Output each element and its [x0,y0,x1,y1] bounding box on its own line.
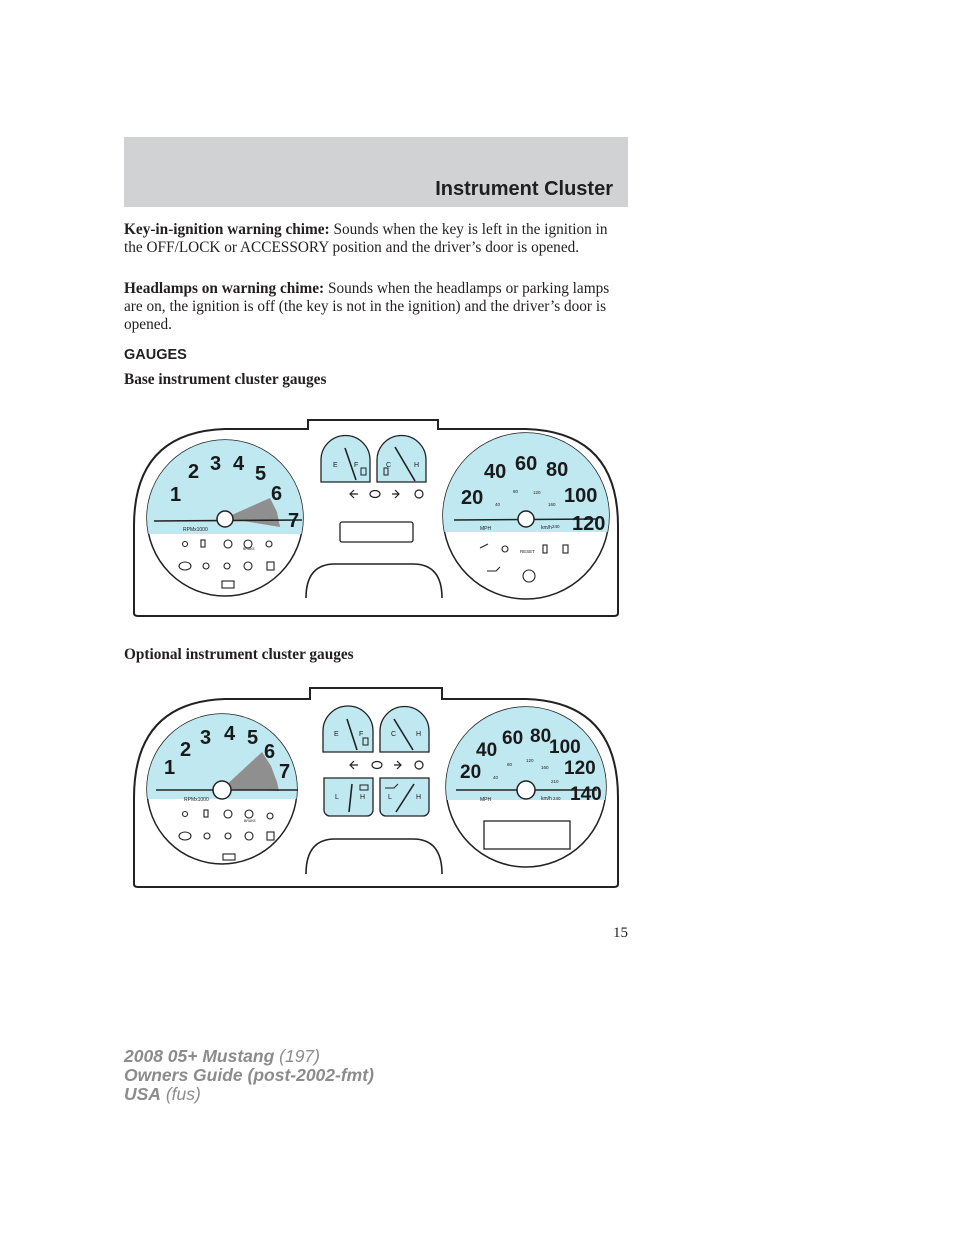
speed-tick-100: 100 [564,485,598,507]
page-title: Instrument Cluster [435,178,613,200]
temp-hot-label: H [414,462,420,469]
reset-label: RESET [520,549,536,554]
speed-tick-40: 40 [484,461,507,483]
speed-tick-80: 80 [546,459,569,481]
footer-model: 2008 05+ Mustang [124,1046,275,1066]
kmh-tick-80: 80 [513,489,519,494]
page-number: 15 [613,925,628,941]
temp-cold-label: C [386,462,392,469]
kmh-tick-40: 40 [495,502,501,507]
speed-tick-40: 40 [476,740,498,761]
section-heading-gauges: GAUGES [124,347,187,363]
tach-tick-6: 6 [264,741,276,763]
odometer-display [484,821,570,849]
kmh-tick-240: 240 [553,796,561,801]
speed-tick-20: 20 [460,762,482,783]
fuel-full-label: F [359,731,364,738]
paragraph-key-chime [124,221,628,257]
odometer-display [340,522,413,542]
kmh-tick-80: 80 [507,762,513,767]
volt-low-label: L [335,794,339,801]
kmh-tick-240: 240 [552,524,560,529]
speed-hub [518,511,534,527]
kmh-tick-210: 210 [551,779,559,784]
kmh-label: km/h [541,796,552,802]
temp-cold-label: C [391,731,397,738]
fuel-empty-label: E [334,731,339,738]
term-key-chime: Key-in-ignition warning chime: [124,221,330,238]
kmh-tick-160: 160 [548,502,556,507]
footer-line-3 [124,1085,374,1104]
tach-tick-5: 5 [255,463,267,485]
speed-tick-100: 100 [549,737,581,758]
mph-label: MPH [480,797,492,803]
tach-tick-2: 2 [180,739,192,761]
speed-tick-120: 120 [564,758,596,779]
oil-low-label: L [388,794,392,801]
fuel-full-label: F [354,462,359,469]
kmh-tick-160: 160 [541,765,549,770]
speed-tick-60: 60 [502,728,524,749]
text-headlamp-chime: Sounds when the headlamps or parking lamps are on, the ignition is off (the key is not in the ignition) and the driver’s door is opened. [124,280,610,333]
temperature-gauge [380,707,429,753]
paragraph-headlamp-chime [124,280,628,334]
optional-instrument-cluster [130,686,622,889]
footer-line-1 [124,1047,374,1066]
tach-unit-label: RPMx1000 [184,797,209,803]
speed-tick-140: 140 [570,784,602,805]
speed-tick-80: 80 [530,726,552,747]
caption-optional-cluster: Optional instrument cluster gauges [124,646,354,663]
tach-hub [213,781,231,799]
caption-base-cluster: Base instrument cluster gauges [124,371,327,388]
speed-tick-120: 120 [572,513,606,535]
fuel-empty-label: E [333,462,338,469]
tach-tick-3: 3 [200,727,212,749]
tach-tick-3: 3 [210,453,222,475]
brake-label: BRAKE [244,819,256,823]
tach-tick-4: 4 [224,723,236,745]
footer-line-2 [124,1066,374,1085]
kmh-tick-120: 120 [533,490,541,495]
footer-market-code: (fus) [160,1084,201,1104]
speed-tick-60: 60 [515,453,538,475]
kmh-tick-120: 120 [526,758,534,763]
base-instrument-cluster [130,418,622,620]
brake-label: BRAKE [243,547,255,551]
tach-tick-1: 1 [164,757,176,779]
temp-hot-label: H [416,731,422,738]
footer-model-code: (197) [274,1046,320,1066]
kmh-tick-40: 40 [493,775,499,780]
tach-unit-label: RPMx1000 [183,527,208,533]
tach-tick-5: 5 [247,727,259,749]
tach-tick-7: 7 [279,761,291,783]
mph-label: MPH [480,526,492,532]
text-key-chime: Sounds when the key is left in the ignition in the OFF/LOCK or ACCESSORY position and the driver’s door is opened. [124,221,608,256]
oil-high-label: H [416,794,422,801]
footer-guide: Owners Guide (post-2002-fmt) [124,1065,374,1085]
header-band [124,137,628,207]
volt-high-label: H [360,794,366,801]
kmh-label: km/h [541,525,552,531]
document-footer [124,1047,374,1104]
tach-tick-6: 6 [271,483,283,505]
speed-tick-20: 20 [461,487,484,509]
tach-tick-1: 1 [170,484,182,506]
footer-market: USA [124,1084,161,1104]
tach-hub [217,511,233,527]
tach-tick-4: 4 [233,453,245,475]
term-headlamp-chime: Headlamps on warning chime: [124,280,325,297]
tach-tick-7: 7 [288,510,300,532]
speed-hub [517,781,535,799]
tach-tick-2: 2 [188,461,200,483]
